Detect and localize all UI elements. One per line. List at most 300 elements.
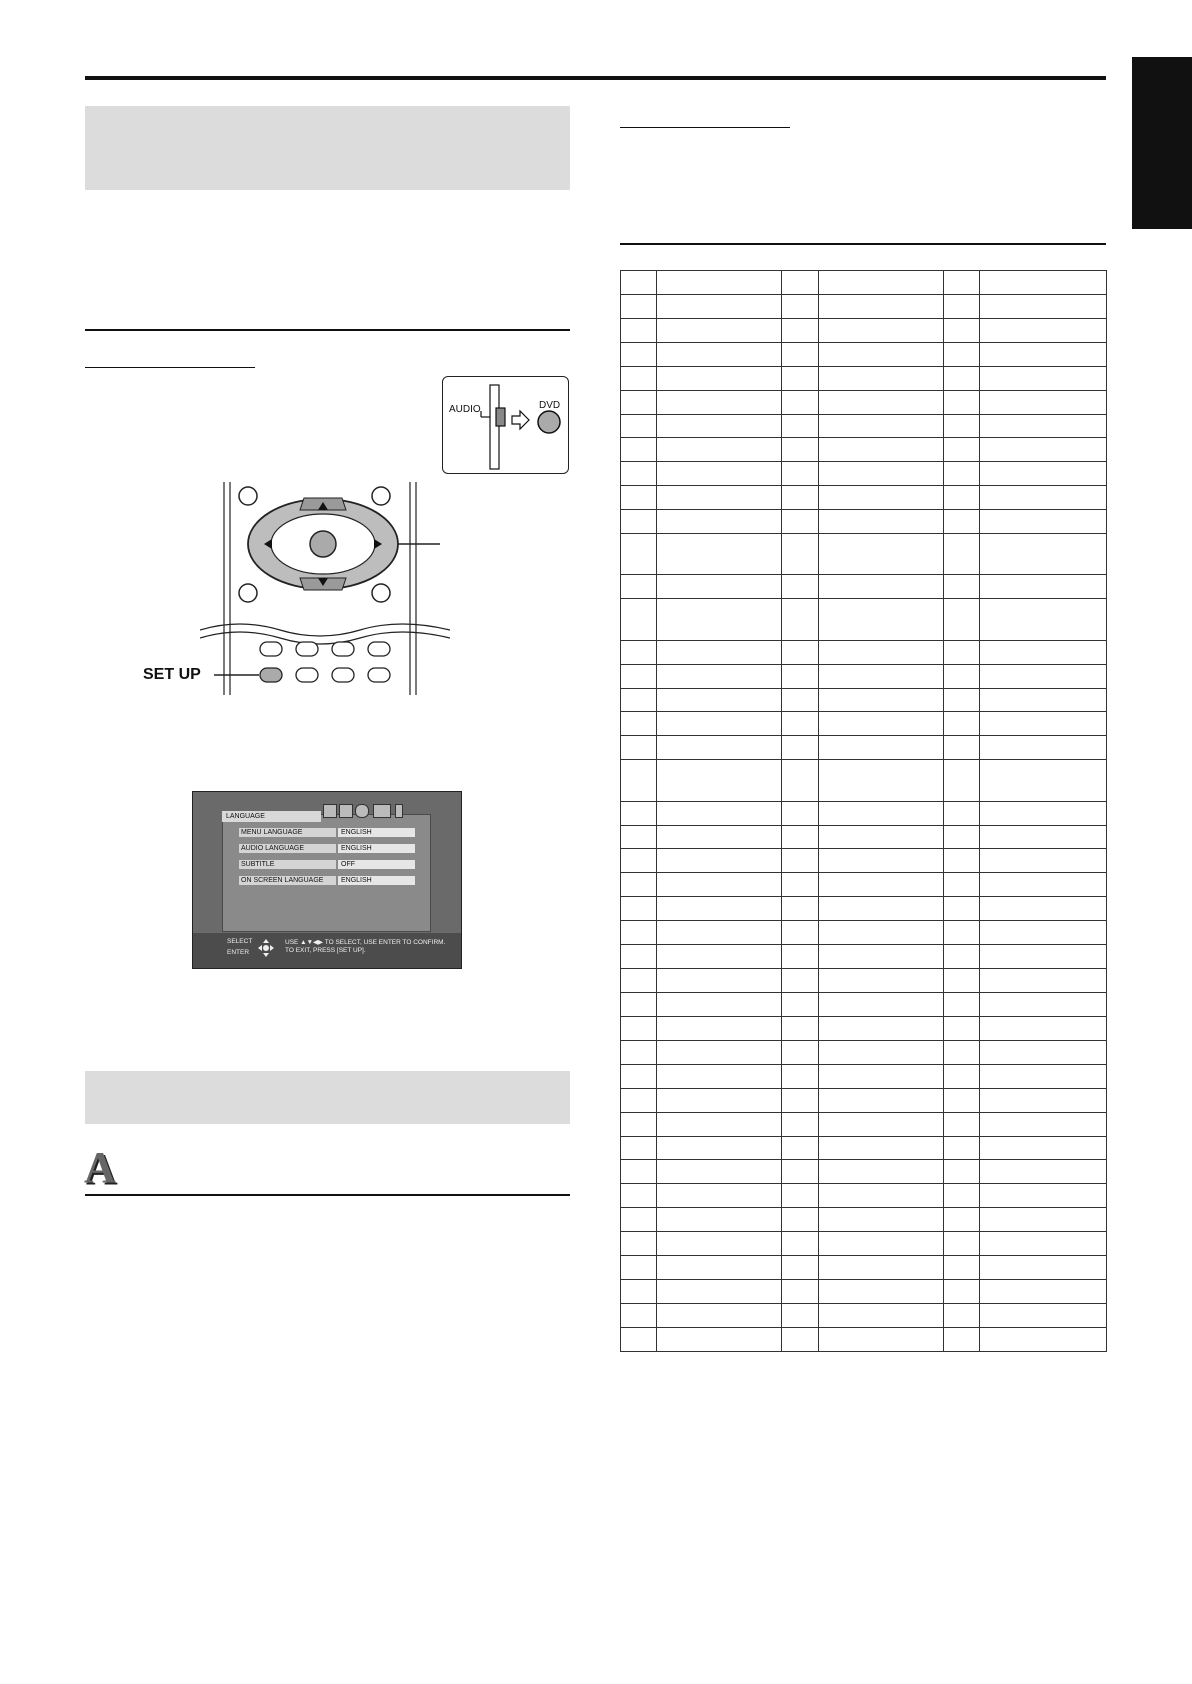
code-cell <box>621 760 657 801</box>
language-cell <box>657 969 782 993</box>
language-cell <box>980 1160 1107 1184</box>
language-cell <box>657 873 782 897</box>
table-row <box>621 688 1107 712</box>
language-cell <box>819 486 944 510</box>
code-cell <box>782 969 819 993</box>
language-cell <box>657 1232 782 1256</box>
language-cell <box>819 712 944 736</box>
table-row <box>621 1256 1107 1280</box>
code-cell <box>782 510 819 534</box>
code-cell <box>944 599 980 640</box>
code-cell <box>621 390 657 414</box>
code-cell <box>944 294 980 318</box>
table-row <box>621 486 1107 510</box>
code-cell <box>782 1208 819 1232</box>
language-cell <box>819 825 944 849</box>
table-row <box>621 1303 1107 1327</box>
table-row <box>621 712 1107 736</box>
code-cell <box>782 1327 819 1351</box>
osd-row-menu-language: MENU LANGUAGE ENGLISH <box>239 828 419 837</box>
code-cell <box>621 992 657 1016</box>
code-cell <box>782 1136 819 1160</box>
icon-heading-rule <box>85 1194 570 1196</box>
code-cell <box>621 1256 657 1280</box>
language-cell <box>980 1232 1107 1256</box>
code-cell <box>782 342 819 366</box>
code-cell <box>621 1232 657 1256</box>
code-cell <box>944 1303 980 1327</box>
code-cell <box>782 873 819 897</box>
table-row <box>621 1184 1107 1208</box>
code-cell <box>944 1088 980 1112</box>
language-cell <box>980 510 1107 534</box>
code-cell <box>621 640 657 664</box>
language-cell <box>980 462 1107 486</box>
code-cell <box>944 1208 980 1232</box>
language-cell <box>819 1280 944 1304</box>
code-cell <box>782 1232 819 1256</box>
table-row <box>621 760 1107 801</box>
code-cell <box>621 1040 657 1064</box>
code-cell <box>944 342 980 366</box>
code-cell <box>782 1303 819 1327</box>
code-cell <box>944 945 980 969</box>
language-cell <box>657 945 782 969</box>
right-subheading-underline <box>620 127 790 128</box>
language-cell <box>657 897 782 921</box>
code-cell <box>782 1016 819 1040</box>
code-cell <box>782 640 819 664</box>
language-cell <box>980 1064 1107 1088</box>
language-cell <box>657 438 782 462</box>
table-row <box>621 390 1107 414</box>
language-cell <box>657 825 782 849</box>
language-cell <box>657 1136 782 1160</box>
code-cell <box>782 575 819 599</box>
language-cell <box>657 712 782 736</box>
code-cell <box>782 801 819 825</box>
code-cell <box>782 438 819 462</box>
language-cell <box>657 1280 782 1304</box>
language-cell <box>819 1064 944 1088</box>
code-cell <box>782 486 819 510</box>
language-cell <box>657 366 782 390</box>
code-cell <box>944 849 980 873</box>
language-cell <box>980 534 1107 575</box>
language-cell <box>980 1184 1107 1208</box>
code-cell <box>621 969 657 993</box>
code-cell <box>944 462 980 486</box>
table-row <box>621 1016 1107 1040</box>
table-row <box>621 1088 1107 1112</box>
language-cell <box>819 414 944 438</box>
code-cell <box>621 688 657 712</box>
table-row <box>621 664 1107 688</box>
language-cell <box>819 342 944 366</box>
dvd-label: DVD <box>539 400 561 411</box>
table-row <box>621 462 1107 486</box>
language-cell <box>819 1040 944 1064</box>
code-cell <box>621 462 657 486</box>
code-cell <box>944 873 980 897</box>
language-cell <box>657 318 782 342</box>
table-row <box>621 825 1107 849</box>
code-cell <box>944 992 980 1016</box>
code-cell <box>621 801 657 825</box>
language-cell <box>980 640 1107 664</box>
code-cell <box>782 294 819 318</box>
osd-select-label: SELECT <box>227 938 253 945</box>
setup-button-label: SET UP <box>143 666 201 683</box>
language-cell <box>980 849 1107 873</box>
language-cell <box>819 599 944 640</box>
table-row <box>621 1280 1107 1304</box>
code-cell <box>621 486 657 510</box>
language-cell <box>819 640 944 664</box>
language-cell <box>819 969 944 993</box>
language-cell <box>657 1303 782 1327</box>
code-cell <box>944 1327 980 1351</box>
code-cell <box>621 736 657 760</box>
language-cell <box>657 688 782 712</box>
language-cell <box>657 760 782 801</box>
language-cell <box>819 462 944 486</box>
code-cell <box>621 897 657 921</box>
language-cell <box>980 825 1107 849</box>
code-cell <box>782 318 819 342</box>
code-cell <box>782 1112 819 1136</box>
code-cell <box>782 712 819 736</box>
language-cell <box>657 599 782 640</box>
top-rule <box>85 76 1106 80</box>
code-cell <box>944 736 980 760</box>
language-cell <box>980 1327 1107 1351</box>
language-cell <box>980 486 1107 510</box>
code-cell <box>621 1064 657 1088</box>
language-cell <box>819 736 944 760</box>
language-cell <box>980 712 1107 736</box>
table-row <box>621 1112 1107 1136</box>
code-cell <box>944 921 980 945</box>
code-cell <box>944 897 980 921</box>
language-cell <box>657 1064 782 1088</box>
language-cell <box>980 664 1107 688</box>
table-row <box>621 438 1107 462</box>
code-cell <box>621 575 657 599</box>
table-row <box>621 969 1107 993</box>
table-row <box>621 1208 1107 1232</box>
language-cell <box>819 897 944 921</box>
code-cell <box>944 318 980 342</box>
language-cell <box>819 438 944 462</box>
remote-control-illustration <box>200 480 450 695</box>
language-cell <box>819 318 944 342</box>
language-cell <box>657 1184 782 1208</box>
code-cell <box>944 1136 980 1160</box>
language-section-icon: A <box>84 1143 116 1192</box>
code-cell <box>621 1280 657 1304</box>
code-cell <box>782 1160 819 1184</box>
language-cell <box>819 1136 944 1160</box>
language-cell <box>980 366 1107 390</box>
language-cell <box>657 534 782 575</box>
language-cell <box>657 1088 782 1112</box>
code-cell <box>782 414 819 438</box>
code-cell <box>621 849 657 873</box>
code-cell <box>944 1040 980 1064</box>
table-row <box>621 271 1107 295</box>
language-cell <box>819 575 944 599</box>
language-cell <box>819 992 944 1016</box>
language-cell <box>657 271 782 295</box>
code-cell <box>621 1088 657 1112</box>
language-cell <box>980 969 1107 993</box>
table-row <box>621 318 1107 342</box>
code-cell <box>782 462 819 486</box>
code-cell <box>621 1112 657 1136</box>
table-row <box>621 640 1107 664</box>
language-cell <box>657 510 782 534</box>
code-cell <box>621 342 657 366</box>
code-cell <box>944 414 980 438</box>
language-code-table <box>620 270 1107 1352</box>
language-cell <box>819 390 944 414</box>
table-row <box>621 1160 1107 1184</box>
language-cell <box>980 438 1107 462</box>
language-cell <box>980 599 1107 640</box>
table-row <box>621 849 1107 873</box>
code-cell <box>621 534 657 575</box>
language-cell <box>657 390 782 414</box>
language-cell <box>980 873 1107 897</box>
code-cell <box>782 825 819 849</box>
code-cell <box>944 1184 980 1208</box>
table-row <box>621 575 1107 599</box>
code-cell <box>782 897 819 921</box>
language-cell <box>657 1327 782 1351</box>
right-section-divider <box>620 243 1106 245</box>
code-cell <box>782 534 819 575</box>
code-cell <box>944 1016 980 1040</box>
code-cell <box>782 1040 819 1064</box>
language-cell <box>657 1016 782 1040</box>
language-cell <box>819 1016 944 1040</box>
section-title-box-2 <box>85 1071 570 1124</box>
code-cell <box>944 575 980 599</box>
code-cell <box>621 510 657 534</box>
osd-row-on-screen-language: ON SCREEN LANGUAGE ENGLISH <box>239 876 419 885</box>
language-cell <box>657 1112 782 1136</box>
language-cell <box>657 801 782 825</box>
language-cell <box>657 342 782 366</box>
language-cell <box>819 1112 944 1136</box>
table-row <box>621 1327 1107 1351</box>
selector-switch-icon <box>443 377 568 473</box>
code-cell <box>782 599 819 640</box>
code-cell <box>944 1064 980 1088</box>
osd-row-audio-language: AUDIO LANGUAGE ENGLISH <box>239 844 419 853</box>
code-cell <box>944 271 980 295</box>
audio-icon <box>355 804 369 818</box>
code-cell <box>944 712 980 736</box>
language-cell <box>980 1303 1107 1327</box>
code-cell <box>621 921 657 945</box>
language-cell <box>819 1160 944 1184</box>
table-row <box>621 801 1107 825</box>
code-cell <box>782 921 819 945</box>
code-cell <box>944 760 980 801</box>
language-cell <box>657 1208 782 1232</box>
code-cell <box>944 640 980 664</box>
table-row <box>621 599 1107 640</box>
language-cell <box>657 736 782 760</box>
section-divider <box>85 329 570 331</box>
code-cell <box>621 599 657 640</box>
table-row <box>621 1040 1107 1064</box>
code-cell <box>782 760 819 801</box>
language-cell <box>980 294 1107 318</box>
language-cell <box>819 1303 944 1327</box>
code-cell <box>621 1016 657 1040</box>
table-row <box>621 945 1107 969</box>
language-cell <box>980 760 1107 801</box>
code-cell <box>782 945 819 969</box>
code-cell <box>621 366 657 390</box>
language-cell <box>819 534 944 575</box>
code-cell <box>621 414 657 438</box>
language-cell <box>980 688 1107 712</box>
language-cell <box>980 414 1107 438</box>
language-cell <box>819 510 944 534</box>
language-cell <box>980 897 1107 921</box>
code-cell <box>944 1232 980 1256</box>
language-cell <box>819 1327 944 1351</box>
code-cell <box>944 510 980 534</box>
language-cell <box>657 1160 782 1184</box>
code-cell <box>944 1112 980 1136</box>
subheading-underline <box>85 367 255 368</box>
language-cell <box>657 992 782 1016</box>
table-row <box>621 366 1107 390</box>
table-row <box>621 534 1107 575</box>
language-side-tab <box>1132 57 1192 229</box>
code-cell <box>782 1280 819 1304</box>
language-cell <box>980 992 1107 1016</box>
osd-enter-label: ENTER <box>227 949 250 956</box>
language-cell <box>657 294 782 318</box>
language-cell <box>657 462 782 486</box>
language-cell <box>980 945 1107 969</box>
osd-footer-line2: TO EXIT, PRESS [SET UP]. <box>285 947 366 954</box>
code-cell <box>621 712 657 736</box>
code-cell <box>621 1184 657 1208</box>
code-cell <box>944 969 980 993</box>
code-cell <box>944 1160 980 1184</box>
table-row <box>621 1136 1107 1160</box>
code-cell <box>944 1256 980 1280</box>
others-icon <box>373 804 391 818</box>
language-cell <box>819 1232 944 1256</box>
language-cell <box>819 271 944 295</box>
language-cell <box>819 801 944 825</box>
code-cell <box>944 486 980 510</box>
code-cell <box>621 825 657 849</box>
code-cell <box>944 438 980 462</box>
table-row <box>621 897 1107 921</box>
language-cell <box>657 486 782 510</box>
code-cell <box>782 366 819 390</box>
osd-row-subtitle: SUBTITLE OFF <box>239 860 419 869</box>
code-cell <box>944 390 980 414</box>
language-cell <box>657 414 782 438</box>
language-cell <box>819 921 944 945</box>
language-cell <box>980 1280 1107 1304</box>
language-cell <box>980 390 1107 414</box>
language-cell <box>657 921 782 945</box>
language-cell <box>819 849 944 873</box>
language-cell <box>980 1112 1107 1136</box>
language-cell <box>980 736 1107 760</box>
code-cell <box>782 849 819 873</box>
code-cell <box>782 1184 819 1208</box>
language-cell <box>980 271 1107 295</box>
code-cell <box>944 801 980 825</box>
section-title-box <box>85 106 570 190</box>
picture-icon <box>339 804 353 818</box>
language-cell <box>819 1256 944 1280</box>
language-cell <box>980 1256 1107 1280</box>
language-cell <box>980 1088 1107 1112</box>
code-cell <box>782 992 819 1016</box>
language-cell <box>819 945 944 969</box>
language-cell <box>980 1040 1107 1064</box>
code-cell <box>782 1064 819 1088</box>
table-row <box>621 873 1107 897</box>
code-cell <box>621 873 657 897</box>
language-cell <box>819 873 944 897</box>
language-cell <box>657 575 782 599</box>
table-row <box>621 1232 1107 1256</box>
language-cell <box>819 294 944 318</box>
language-cell <box>657 849 782 873</box>
language-cell <box>819 760 944 801</box>
audio-label: AUDIO <box>449 404 481 415</box>
language-cell <box>980 342 1107 366</box>
table-row <box>621 342 1107 366</box>
code-cell <box>944 366 980 390</box>
language-cell <box>819 1208 944 1232</box>
table-row <box>621 414 1107 438</box>
language-cell <box>657 664 782 688</box>
osd-footer <box>193 933 461 968</box>
language-cell <box>980 318 1107 342</box>
table-row <box>621 736 1107 760</box>
table-row <box>621 921 1107 945</box>
joystick-icon <box>257 938 275 958</box>
code-cell <box>621 271 657 295</box>
table-row <box>621 992 1107 1016</box>
code-cell <box>944 825 980 849</box>
language-icon <box>323 804 337 818</box>
code-cell <box>782 736 819 760</box>
table-row <box>621 510 1107 534</box>
code-cell <box>621 1208 657 1232</box>
language-cell <box>980 1016 1107 1040</box>
code-cell <box>944 534 980 575</box>
language-cell <box>657 1256 782 1280</box>
language-cell <box>819 688 944 712</box>
language-cell <box>819 664 944 688</box>
